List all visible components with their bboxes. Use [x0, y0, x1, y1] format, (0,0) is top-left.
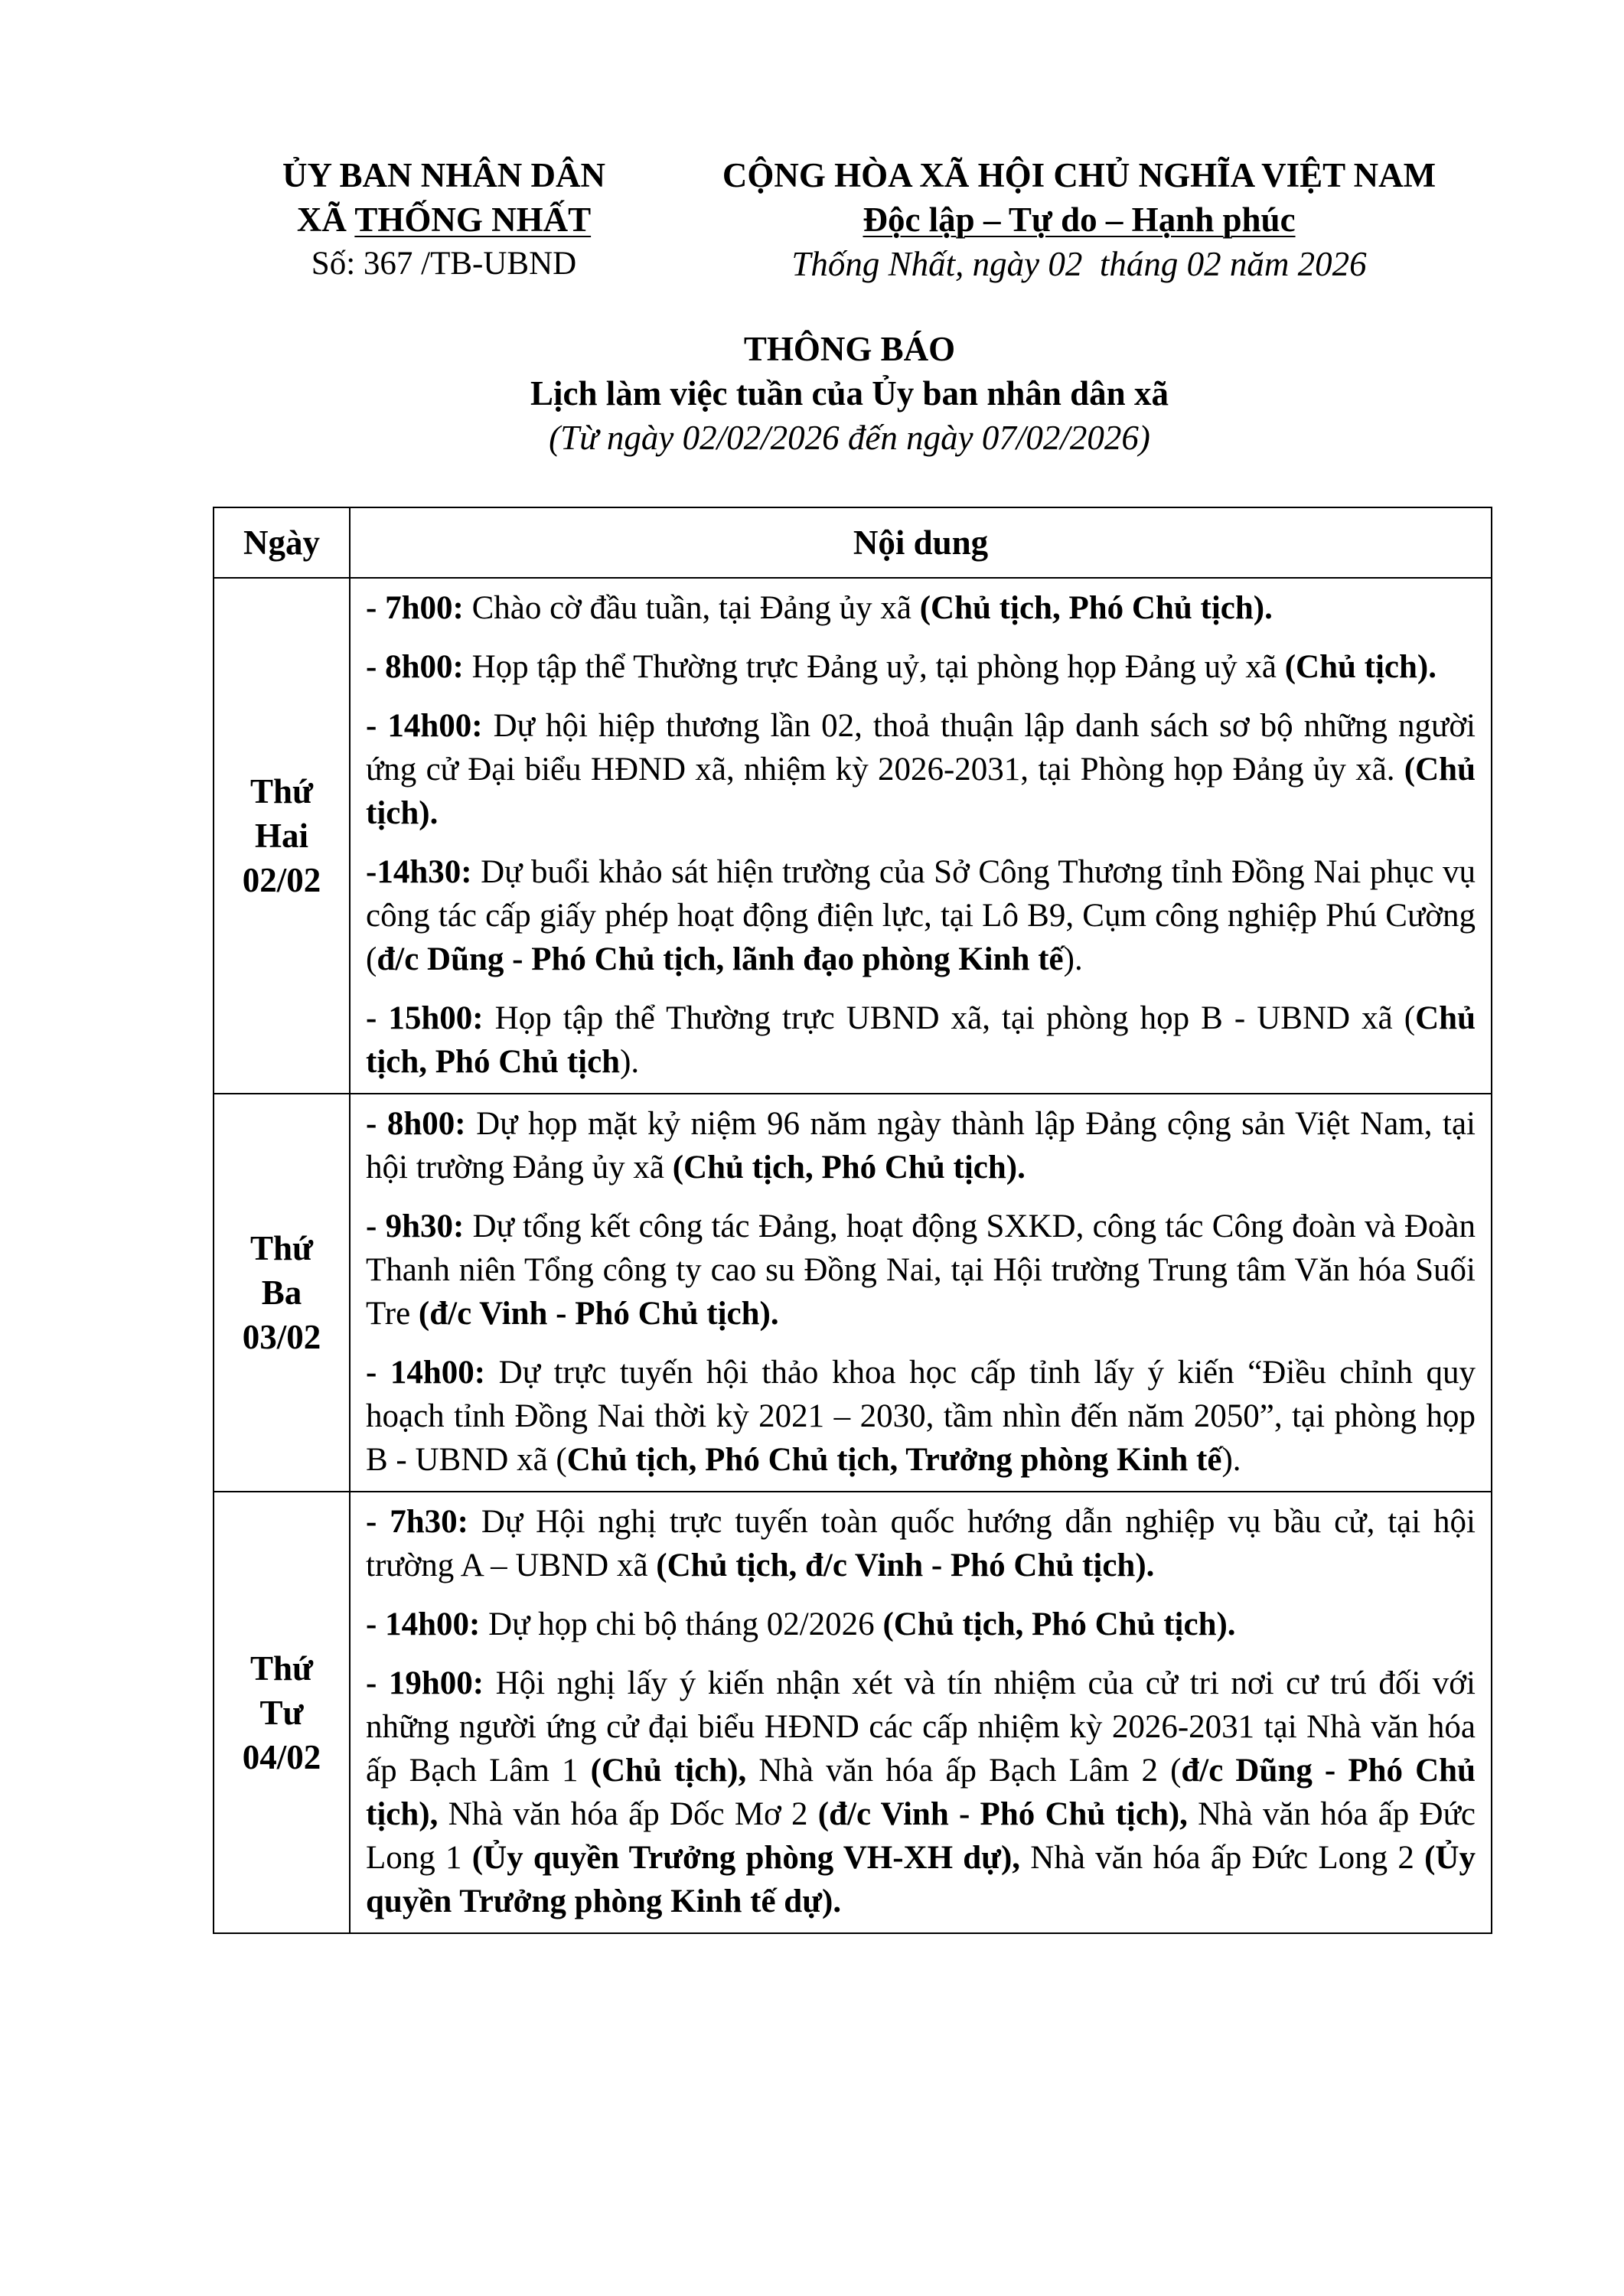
- schedule-item: - 8h00: Dự họp mặt kỷ niệm 96 năm ngày thành lập Đảng cộng sản Việt Nam, tại hội trường Đảng ủy xã (Chủ tịch, Phó Chủ tịch).: [366, 1106, 1476, 1186]
- table-row: [214, 1094, 1492, 1492]
- table-header-row: [214, 507, 1492, 578]
- notice-subtitle: Lịch làm việc tuần của Ủy ban nhân dân xã: [530, 374, 1169, 413]
- notice-date-range: (Từ ngày 02/02/2026 đến ngày 07/02/2026): [549, 419, 1150, 457]
- document-number: Số: 367 /TB-UBND: [311, 246, 577, 282]
- notice-title-block: [207, 327, 1492, 460]
- content-cell: [350, 1094, 1492, 1492]
- day-cell: Thứ Hai 02/02: [214, 578, 350, 1094]
- table-row: [214, 1492, 1492, 1933]
- national-title: CỘNG HÒA XÃ HỘI CHỦ NGHĨA VIỆT NAM: [722, 156, 1436, 194]
- schedule-item: - 14h00: Dự trực tuyến hội thảo khoa học cấp tỉnh lấy ý kiến “Điều chỉnh quy hoạch tỉnh Đồng Nai thời kỳ 2021 – 2030, tầm nhìn đến năm 2050”, tại phòng họp B - UBND xã (Chủ tịch, Phó Chủ tịch, Trưởng phòng Kinh tế).: [366, 1355, 1476, 1478]
- national-motto: Độc lập – Tự do – Hạnh phúc: [863, 201, 1296, 239]
- header-day: Ngày: [214, 507, 350, 578]
- schedule-item: - 7h30: Dự Hội nghị trực tuyến toàn quốc hướng dẫn nghiệp vụ bầu cử, tại hội trường A – UBND xã (Chủ tịch, đ/c Vinh - Phó Chủ tịch).: [366, 1504, 1476, 1583]
- content-cell: [350, 578, 1492, 1094]
- schedule-item: - 9h30: Dự tổng kết công tác Đảng, hoạt động SXKD, công tác Công đoàn và Đoàn Thanh niên Tổng công ty cao su Đồng Nai, tại Hội trường Trung tâm Văn hóa Suối Tre (đ/c Vinh - Phó Chủ tịch).: [366, 1208, 1476, 1332]
- schedule-item: - 8h00: Họp tập thể Thường trực Đảng uỷ, tại phòng họp Đảng uỷ xã (Chủ tịch).: [366, 649, 1437, 685]
- national-header: [651, 153, 1508, 286]
- schedule-table: [213, 507, 1492, 1934]
- table-row: [214, 578, 1492, 1094]
- schedule-item: - 19h00: Hội nghị lấy ý kiến nhận xét và tín nhiệm của cử tri nơi cư trú đối với những người ứng cử đại biểu HĐND các cấp nhiệm kỳ 2026-2031 tại Nhà văn hóa ấp Bạch Lâm 1 (Chủ tịch), Nhà văn hóa ấp Bạch Lâm 2 (đ/c Dũng - Phó Chủ tịch), Nhà văn hóa ấp Dốc Mơ 2 (đ/c Vinh - Phó Chủ tịch), Nhà văn hóa ấp Đức Long 1 (Ủy quyền Trưởng phòng VH-XH dự), Nhà văn hóa ấp Đức Long 2 (Ủy quyền Trưởng phòng Kinh tế dự).: [366, 1665, 1476, 1919]
- content-cell: [350, 1492, 1492, 1933]
- schedule-item: -14h30: Dự buổi khảo sát hiện trường của Sở Công Thương tỉnh Đồng Nai phục vụ công tác cấp giấy phép hoạt động điện lực, tại Lô B9, Cụm công nghiệp Phú Cường (đ/c Dũng - Phó Chủ tịch, lãnh đạo phòng Kinh tế).: [366, 854, 1476, 977]
- notice-title: THÔNG BÁO: [743, 330, 956, 368]
- day-cell: Thứ Tư 04/02: [214, 1492, 350, 1933]
- schedule-item: - 14h00: Dự hội hiệp thương lần 02, thoả thuận lập danh sách sơ bộ những người ứng cử Đại biểu HĐND xã, nhiệm kỳ 2026-2031, tại Phòng họp Đảng ủy xã. (Chủ tịch).: [366, 708, 1476, 831]
- issuer-header: [253, 153, 635, 286]
- schedule-item: - 14h00: Dự họp chi bộ tháng 02/2026 (Chủ tịch, Phó Chủ tịch).: [366, 1606, 1236, 1642]
- schedule-item: - 7h00: Chào cờ đầu tuần, tại Đảng ủy xã (Chủ tịch, Phó Chủ tịch).: [366, 590, 1273, 626]
- commune-name: THỐNG NHẤT: [354, 201, 592, 239]
- schedule-item: - 15h00: Họp tập thể Thường trực UBND xã, tại phòng họp B - UBND xã (Chủ tịch, Phó Chủ tịch).: [366, 1000, 1476, 1080]
- day-cell: Thứ Ba 03/02: [214, 1094, 350, 1492]
- issue-date: Thống Nhất, ngày 02 tháng 02 năm 2026: [791, 245, 1367, 283]
- header-content: Nội dung: [350, 507, 1492, 578]
- issuer-commune: XÃ THỐNG NHẤT: [296, 201, 592, 239]
- issuer-name: ỦY BAN NHÂN DÂN: [282, 156, 606, 194]
